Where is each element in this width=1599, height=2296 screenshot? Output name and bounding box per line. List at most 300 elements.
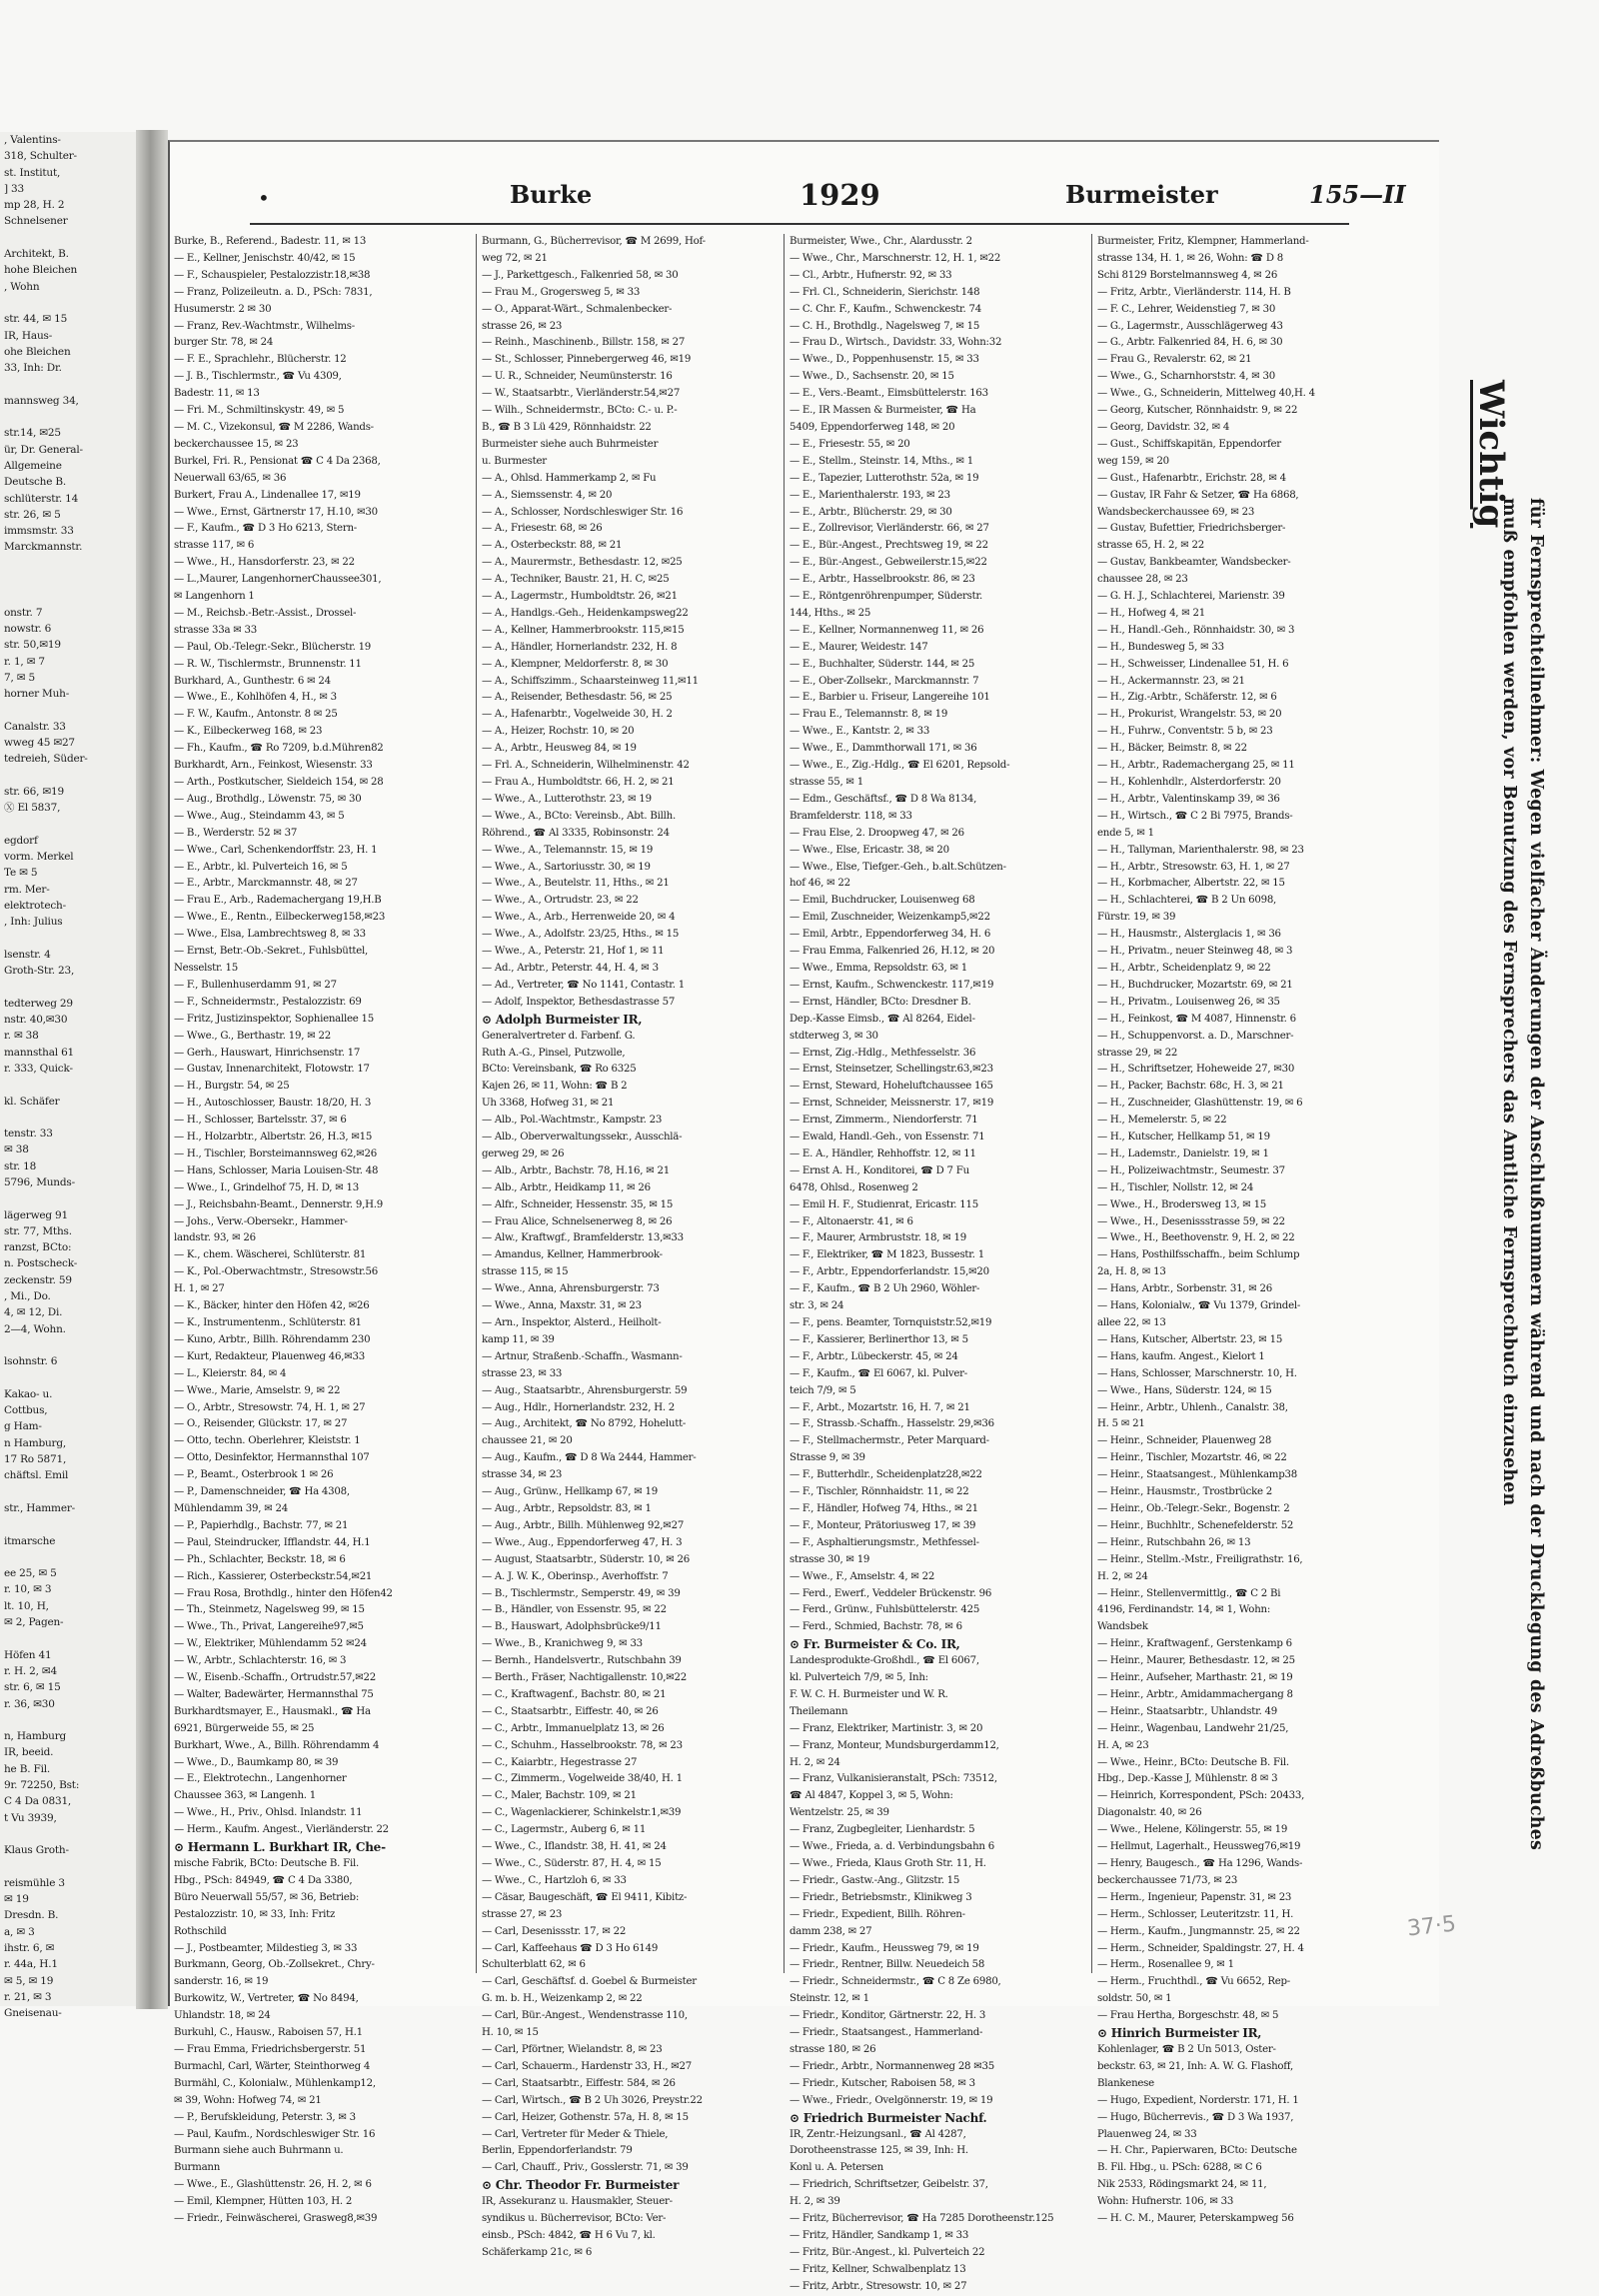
directory-entry-line: 6478, Ohlsd., Rosenweg 2 — [790, 1181, 918, 1193]
directory-entry-line: strasse 29, ✉ 22 — [1097, 1047, 1178, 1059]
previous-page-line: schlüterstr. 14 — [4, 492, 79, 505]
directory-entry-line: — Emil H. F., Studienrat, Ericastr. 115 — [790, 1198, 978, 1210]
directory-entry-line: — Wwe., Chr., Marschnerstr. 12, H. 1, ✉22 — [790, 252, 1001, 264]
directory-page — [168, 140, 1439, 2292]
directory-entry-line: — Ferd., Ewerf., Veddeler Brückenstr. 96 — [790, 1587, 992, 1599]
directory-entry-line: ✉ 39, Wohn: Hofweg 74, ✉ 21 — [174, 2094, 322, 2106]
directory-entry-line: — H., Hausmstr., Alsterglacis 1, ✉ 36 — [1097, 929, 1281, 941]
firm-entry-heading: ⊙ Chr. Theodor Fr. Burmeister — [482, 2178, 680, 2193]
directory-entry-line: — Fritz, Kellner, Schwalbenplatz 13 — [790, 2263, 966, 2275]
directory-entry-line: Fürstr. 19, ✉ 39 — [1097, 912, 1176, 924]
directory-entry-line: Büro Neuerwall 55/57, ✉ 36, Betrieb: — [174, 1891, 360, 1903]
previous-page-line: Allgemeine — [4, 459, 62, 472]
directory-entry-line: G. m. b. H., Weizenkamp 2, ✉ 22 — [482, 1993, 643, 2005]
previous-page-line — [0, 1337, 140, 1353]
previous-page-line — [0, 1712, 140, 1728]
previous-page-line — [0, 588, 140, 604]
directory-entry-line: Husumerstr. 2 ✉ 30 — [174, 303, 272, 315]
directory-entry-line: — Wwe., E., Kohlhöfen 4, H., ✉ 3 — [174, 692, 337, 704]
directory-entry-line: — W., Staatsarbtr., Vierländerstr.54,✉27 — [482, 388, 681, 400]
directory-entry-line: — Wwe., H., Brodersweg 13, ✉ 15 — [1097, 1198, 1267, 1210]
directory-entry-line: landstr. 93, ✉ 26 — [174, 1232, 256, 1244]
directory-entry-line: IR, Assekuranz u. Hausmakler, Steuer- — [482, 2196, 673, 2208]
directory-entry-line: — Kurt, Redakteur, Plauenweg 46,✉33 — [174, 1350, 365, 1362]
directory-entry-line: — Friedr., Expedient, Billh. Röhren- — [790, 1908, 965, 1920]
directory-entry-line: — Wwe., G., Schneiderin, Mittelweg 40,H. 4 — [1097, 388, 1315, 400]
directory-entry-line: — Friedr., Feinwäscherei, Grasweg8,✉39 — [174, 2213, 378, 2225]
directory-entry-line: — Friedr., Arbtr., Normannenweg 28 ✉35 — [790, 2060, 995, 2072]
directory-entry-line: — O., Reisender, Glückstr. 17, ✉ 27 — [174, 1418, 348, 1430]
directory-entry-line: — A., Schlosser, Nordschleswiger Str. 16 — [482, 506, 684, 518]
directory-column-3 — [790, 234, 1085, 2296]
directory-entry-line: — Frau G., Revalerstr. 62, ✉ 21 — [1097, 354, 1252, 366]
directory-entry-line: — Ferd., Schmied, Bachstr. 78, ✉ 6 — [790, 1621, 962, 1633]
previous-page-line: str. 44, ✉ 15 — [4, 313, 68, 326]
directory-entry-line: — Frau Else, 2. Droopweg 47, ✉ 26 — [790, 827, 964, 839]
directory-entry-line: — Ernst A. H., Konditorei, ☎ D 7 Fu — [790, 1164, 969, 1176]
directory-entry-line: — A., Friesestr. 68, ✉ 26 — [482, 523, 603, 535]
directory-entry-line: — E., Elektrotechn., Langenhorner — [174, 1773, 347, 1785]
directory-entry-line: — Heinrich, Korrespondent, PSch: 20433, — [1097, 1790, 1305, 1802]
previous-page-line: Groth-Str. 23, — [4, 965, 75, 978]
directory-entry-line: — Franz, Zugbegleiter, Lienhardstr. 5 — [790, 1824, 975, 1836]
directory-entry-line: — U. R., Schneider, Neumünsterstr. 16 — [482, 371, 673, 383]
directory-entry-line: Wandsbek — [1097, 1621, 1148, 1633]
directory-entry-line: — G. H. J., Schlachterei, Marienstr. 39 — [1097, 591, 1285, 603]
directory-entry-line: — Wwe., D., Sachsenstr. 20, ✉ 15 — [790, 371, 954, 383]
directory-entry-line: — Wwe., D., Baumkamp 80, ✉ 39 — [174, 1756, 339, 1768]
previous-page-line — [0, 230, 140, 246]
directory-entry-line: — H., Tischler, Borsteimannsweg 62,✉26 — [174, 1148, 377, 1159]
directory-entry-line: — Wwe., Hans, Süderstr. 124, ✉ 15 — [1097, 1384, 1272, 1396]
directory-entry-line: — Ernst, Steinsetzer, Schellingstr.63,✉23 — [790, 1064, 993, 1076]
directory-entry-line: — Hans, kaufm. Angest., Kielort 1 — [1097, 1350, 1265, 1362]
directory-entry-line: — Georg, Kutscher, Rönnhaidstr. 9, ✉ 22 — [1097, 405, 1298, 417]
directory-entry-line: — W., Elektriker, Mühlendamm 52 ✉24 — [174, 1638, 367, 1650]
directory-entry-line: — Gustav, IR Fahr & Setzer, ☎ Ha 6868, — [1097, 489, 1299, 501]
directory-entry-line: — F., Stellmachermstr., Peter Marquard- — [790, 1435, 989, 1447]
directory-entry-line: Rothschild — [174, 1925, 227, 1937]
directory-entry-line: — H., Bäcker, Beimstr. 8, ✉ 22 — [1097, 743, 1247, 755]
directory-entry-line: — Wwe., A., Ortrudstr. 23, ✉ 22 — [482, 895, 639, 907]
previous-page-line — [0, 1630, 140, 1646]
directory-entry-line: — Carl, Bür.-Angest., Wendenstrasse 110, — [482, 2010, 688, 2022]
directory-entry-line: — Wwe., Anna, Ahrensburgerstr. 73 — [482, 1283, 660, 1295]
directory-entry-line: — C. H., Brothdlg., Nagelsweg 7, ✉ 15 — [790, 320, 980, 332]
previous-page-line — [0, 816, 140, 832]
directory-entry-line: Burkhart, Wwe., A., Billh. Röhrendamm 4 — [174, 1739, 380, 1751]
directory-entry-line: — Wwe., E., Glashüttenstr. 26, H. 2, ✉ 6 — [174, 2179, 372, 2191]
directory-entry-line: — Ernst, Kaufm., Schwenckestr. 117,✉19 — [790, 979, 994, 991]
previous-page-line: hohe Bleichen — [4, 264, 78, 277]
directory-entry-line: weg 72, ✉ 21 — [482, 252, 548, 264]
directory-entry-line: — Ernst, Zig.-Hdlg., Methfesselstr. 36 — [790, 1047, 976, 1059]
directory-entry-line: — Emil, Zuschneider, Weizenkamp5,✉22 — [790, 912, 990, 924]
directory-entry-line: — Heinr., Staatsarbtr., Uhlandstr. 49 — [1097, 1705, 1278, 1717]
previous-page-line: rm. Mer- — [4, 883, 50, 896]
previous-page-line: ✉ 5, ✉ 19 — [4, 1974, 54, 1987]
directory-entry-line: — E., Friesestr. 55, ✉ 20 — [790, 438, 910, 450]
previous-page-line: ] 33 — [4, 182, 24, 195]
directory-entry-line: — Carl, Pförtner, Wielandstr. 8, ✉ 23 — [482, 2043, 663, 2055]
previous-page-line: , Valentins- — [4, 134, 61, 146]
directory-entry-line: — H., Polizeiwachtmstr., Seumestr. 37 — [1097, 1164, 1285, 1176]
directory-entry-line: — A., Händler, Hornerlandstr. 232, H. 8 — [482, 641, 678, 653]
directory-entry-line: Landesprodukte-Großhdl., ☎ El 6067, — [790, 1655, 979, 1667]
directory-entry-line: — Carl, Desenissstr. 17, ✉ 22 — [482, 1925, 627, 1937]
directory-entry-line: — Ernst, Steward, Hoheluftchaussee 165 — [790, 1081, 993, 1093]
previous-page-line: Höfen 41 — [4, 1648, 52, 1661]
directory-entry-line: Burke, B., Referend., Badestr. 11, ✉ 13 — [174, 236, 367, 247]
directory-entry-line: — Frau A., Humboldtstr. 66, H. 2, ✉ 21 — [482, 777, 675, 788]
directory-entry-line: kl. Pulverteich 7/9, ✉ 5, Inh: — [790, 1672, 928, 1684]
directory-entry-line: — F., Strassb.-Schaffn., Hasselstr. 29,✉36 — [790, 1418, 994, 1430]
directory-entry-line: ☎ Al 4847, Koppel 3, ✉ 5, Wohn: — [790, 1790, 953, 1802]
previous-page-line: 17 Ro 5871, — [4, 1453, 67, 1466]
previous-page-line: vorm. Merkel — [4, 851, 74, 864]
directory-entry-line: — Gust., Schiffskapitän, Eppendorfer — [1097, 438, 1281, 450]
directory-entry-line: — E., Arbtr., Hasselbrookstr. 86, ✉ 23 — [790, 574, 975, 586]
previous-page-line: a, ✉ 3 — [4, 1925, 35, 1938]
previous-page-line: , Wohn — [4, 280, 40, 293]
directory-entry-line: — August, Staatsarbtr., Süderstr. 10, ✉ 26 — [482, 1553, 690, 1565]
directory-entry-line: — A., Lagermstr., Humboldtstr. 26, ✉21 — [482, 591, 678, 603]
directory-entry-line: — H., Tischler, Nollstr. 12, ✉ 24 — [1097, 1181, 1254, 1193]
directory-entry-line: — Carl, Chauff., Priv., Gosslerstr. 71, ✉ 39 — [482, 2162, 689, 2174]
directory-entry-line: Burmachl, Carl, Wärter, Steinthorweg 4 — [174, 2060, 371, 2072]
previous-page-line: str. 77, Mths. — [4, 1224, 72, 1237]
directory-entry-line: — Gust., Hafenarbtr., Erichstr. 28, ✉ 4 — [1097, 472, 1286, 484]
directory-entry-line: — Wilh., Schneidermstr., BCto: C.- u. P.- — [482, 405, 678, 417]
previous-page-line: str. 26, ✉ 5 — [4, 508, 61, 521]
previous-page-line: ✉ 2, Pagen- — [4, 1616, 64, 1629]
directory-entry-line: — Paul, Kaufm., Nordschleswiger Str. 16 — [174, 2128, 376, 2140]
directory-entry-line: — F., Kassierer, Berlinerthor 13, ✉ 5 — [790, 1333, 968, 1345]
directory-entry-line: BCto: Vereinsbank, ☎ Ro 6325 — [482, 1064, 637, 1076]
directory-entry-line: Strasse 9, ✉ 39 — [790, 1452, 865, 1464]
previous-page-line: ihstr. 6, ✉ — [4, 1941, 55, 1954]
directory-entry-line: — Ad., Vertreter, ☎ No 1141, Contastr. 1 — [482, 979, 685, 991]
directory-entry-line: — Frau D., Wirtsch., Davidstr. 33, Wohn:32 — [790, 337, 1002, 349]
previous-page-line: Cottbus, — [4, 1404, 48, 1417]
directory-entry-line: — Franz, Rev.-Wachtmstr., Wilhelms- — [174, 320, 355, 332]
directory-entry-line: — Fri. M., Schmiltinskystr. 49, ✉ 5 — [174, 405, 345, 417]
directory-entry-line: Burmann — [174, 2162, 221, 2174]
directory-entry-line: — H., Schweisser, Lindenallee 51, H. 6 — [1097, 658, 1289, 670]
directory-entry-line: — E., Arbtr., kl. Pulverteich 16, ✉ 5 — [174, 861, 348, 873]
directory-entry-line: — Herm., Schlosser, Leuteritzstr. 11, H. — [1097, 1908, 1294, 1920]
notice-title: Wichtig — [1471, 380, 1511, 529]
directory-entry-line: — Friedr., Kutscher, Raboisen 58, ✉ 3 — [790, 2077, 975, 2089]
directory-entry-line: — Wwe., A., Lutterothstr. 23, ✉ 19 — [482, 793, 652, 805]
directory-entry-line: — Wwe., H., Beethovenstr. 9, H. 2, ✉ 22 — [1097, 1232, 1295, 1244]
directory-entry-line: — H., Privatm., Louisenweg 26, ✉ 35 — [1097, 996, 1280, 1008]
directory-entry-line: — P., Papierhdlg., Bachstr. 77, ✉ 21 — [174, 1519, 349, 1531]
directory-entry-line: — Wwe., E., Zig.-Hdlg., ☎ El 6201, Repsold- — [790, 760, 1010, 772]
directory-entry-line: — Frau Alice, Schnelsenerweg 8, ✉ 26 — [482, 1215, 673, 1227]
previous-page-line: , Inh: Julius — [4, 916, 63, 929]
directory-entry-line: — K., Bäcker, hinter den Höfen 42, ✉26 — [174, 1300, 370, 1312]
previous-page-line: egdorf — [4, 834, 38, 847]
previous-page-line: r. H. 2, ✉4 — [4, 1664, 58, 1677]
directory-entry-line: — Herm., Schneider, Spaldingstr. 27, H. 4 — [1097, 1942, 1304, 1954]
directory-entry-line: — E., Arbtr., Marckmannstr. 48, ✉ 27 — [174, 878, 358, 890]
directory-entry-line: — Wwe., A., Arb., Herrenweide 20, ✉ 4 — [482, 912, 676, 924]
directory-entry-line: ✉ Langenhorn 1 — [174, 591, 255, 603]
directory-entry-line: ende 5, ✉ 1 — [1097, 827, 1154, 839]
directory-entry-line: — Rich., Kassierer, Osterbeckstr.54,✉21 — [174, 1570, 373, 1582]
directory-entry-line: — Alfr., Schneider, Hessenstr. 35, ✉ 15 — [482, 1198, 674, 1210]
directory-entry-line: gerweg 29, ✉ 26 — [482, 1148, 565, 1159]
directory-entry-line: — Frau Rosa, Brothdlg., hinter den Höfen42 — [174, 1587, 393, 1599]
previous-page-line: t Vu 3939, — [4, 1811, 57, 1824]
previous-page-line: 4, ✉ 12, Di. — [4, 1306, 63, 1319]
directory-entry-line: stdterweg 3, ✉ 30 — [790, 1030, 878, 1042]
directory-entry-line: strasse 115, ✉ 15 — [482, 1266, 569, 1278]
directory-entry-line: — Wwe., F., Amselstr. 4, ✉ 22 — [790, 1570, 935, 1582]
directory-entry-line: — H., Wirtsch., ☎ C 2 Bi 7975, Brands- — [1097, 810, 1293, 822]
directory-entry-line: — Fritz, Justizinspektor, Sophienallee 15 — [174, 1013, 375, 1025]
previous-page-line: g Ham- — [4, 1420, 42, 1433]
directory-entry-line: — K., chem. Wäscherei, Schlüterstr. 81 — [174, 1249, 367, 1261]
directory-entry-line: — Adolf, Inspektor, Bethesdastrasse 57 — [482, 996, 676, 1008]
directory-entry-line: — F., Schneidermstr., Pestalozzistr. 69 — [174, 996, 362, 1008]
directory-entry-line: burger Str. 78, ✉ 24 — [174, 337, 274, 349]
directory-entry-line: — Wwe., Marie, Amselstr. 9, ✉ 22 — [174, 1384, 341, 1396]
directory-entry-line: — P., Beamt., Osterbrook 1 ✉ 26 — [174, 1469, 334, 1481]
header-year: 1929 — [800, 178, 880, 212]
directory-entry-line: 5409, Eppendorferweg 148, ✉ 20 — [790, 421, 955, 433]
previous-page-line: 33, Inh: Dr. — [4, 362, 62, 375]
directory-entry-line: — A., Ohlsd. Hammerkamp 2, ✉ Fu — [482, 472, 657, 484]
previous-page-line: ✉ 38 — [4, 1144, 29, 1156]
directory-entry-line: — C., Schuhm., Hasselbrookstr. 78, ✉ 23 — [482, 1739, 683, 1751]
directory-entry-line: — F., Arbtr., Eppendorferlandstr. 15,✉20 — [790, 1266, 989, 1278]
directory-entry-line: — Wwe., Emma, Repsoldstr. 63, ✉ 1 — [790, 962, 968, 974]
directory-entry-line: — B., Händler, von Essenstr. 95, ✉ 22 — [482, 1604, 667, 1616]
directory-entry-line: Schäferkamp 21c, ✉ 6 — [482, 2246, 593, 2258]
directory-entry-line: — Georg, Davidstr. 32, ✉ 4 — [1097, 421, 1230, 433]
previous-page-line: str. 66, ✉19 — [4, 785, 64, 798]
previous-page-line: Gneisenau- — [4, 2007, 62, 2020]
directory-entry-line: — Heinr., Aufseher, Marthastr. 21, ✉ 19 — [1097, 1672, 1293, 1684]
directory-entry-line: — H., Kohlenhdlr., Alsterdorferstr. 20 — [1097, 777, 1281, 788]
directory-entry-line: — Frau M., Grogersweg 5, ✉ 33 — [482, 286, 641, 298]
directory-entry-line: — A., Osterbeckstr. 88, ✉ 21 — [482, 540, 623, 552]
directory-entry-line: Burmann siehe auch Buhrmann u. — [174, 2145, 344, 2157]
directory-entry-line: — Cl., Arbtr., Hufnerstr. 92, ✉ 33 — [790, 269, 952, 281]
directory-entry-line: Bramfelderstr. 118, ✉ 33 — [790, 810, 912, 822]
directory-entry-line: B. Fil. Hbg., u. PSch: 6288, ✉ C 6 — [1097, 2162, 1262, 2174]
directory-entry-line: strasse 134, H. 1, ✉ 26, Wohn: ☎ D 8 — [1097, 252, 1283, 264]
directory-entry-line: — Paul, Steindrucker, Ifflandstr. 44, H.1 — [174, 1536, 371, 1548]
directory-entry-line: Chaussee 363, ✉ Langenh. 1 — [174, 1790, 316, 1802]
previous-page-text — [0, 132, 140, 2021]
directory-entry-line: — E., Zollrevisor, Vierländerstr. 66, ✉ 27 — [790, 523, 989, 535]
directory-entry-line: — F. C., Lehrer, Weidenstieg 7, ✉ 30 — [1097, 303, 1276, 315]
directory-entry-line: — Carl, Geschäftsf. d. Goebel & Burmeister — [482, 1976, 697, 1988]
directory-entry-line: Mühlendamm 39, ✉ 24 — [174, 1502, 288, 1514]
directory-entry-line: Uh 3368, Hofweg 31, ✉ 21 — [482, 1098, 615, 1110]
previous-page-line: zeckenstr. 59 — [4, 1273, 72, 1286]
previous-page-line: , Mi., Do. — [4, 1290, 51, 1303]
directory-entry-line: H. 2, ✉ 24 — [1097, 1570, 1148, 1582]
directory-entry-line: — Gustav, Bankbeamter, Wandsbecker- — [1097, 557, 1291, 569]
directory-entry-line: — H., Zig.-Arbtr., Schäferstr. 12, ✉ 6 — [1097, 692, 1277, 704]
directory-entry-line: — Friedrich, Schriftsetzer, Geibelstr. 37, — [790, 2179, 988, 2191]
directory-entry-line: Röhrend., ☎ Al 3335, Robinsonstr. 24 — [482, 827, 670, 839]
directory-entry-line: Burmeister, Wwe., Chr., Alardusstr. 2 — [790, 236, 972, 247]
directory-entry-line: Diagonalstr. 40, ✉ 26 — [1097, 1807, 1202, 1819]
directory-entry-line: — Wwe., E., Dammthorwall 171, ✉ 36 — [790, 743, 977, 755]
directory-entry-line: — A., Klempner, Meldorferstr. 8, ✉ 30 — [482, 658, 669, 670]
previous-page-line — [0, 1077, 140, 1093]
directory-entry-line: Wohn: Hufnerstr. 106, ✉ 33 — [1097, 2196, 1234, 2208]
header-rule — [250, 223, 1349, 225]
directory-entry-line: strasse 55, ✉ 1 — [790, 777, 863, 788]
directory-entry-line: 2a, H. 8, ✉ 13 — [1097, 1266, 1166, 1278]
previous-page-line: itmarsche — [4, 1534, 56, 1547]
directory-entry-line: — Frau E., Telemannstr. 8, ✉ 19 — [790, 709, 948, 721]
previous-page-line: reismühle 3 — [4, 1876, 65, 1889]
directory-entry-line: — Ernst, Schneider, Meissnerstr. 17, ✉19 — [790, 1098, 994, 1110]
directory-entry-line: — Herm., Kaufm. Angest., Vierländerstr. 22 — [174, 1824, 389, 1836]
directory-entry-line: Generalvertreter d. Farbenf. G. — [482, 1030, 636, 1042]
directory-entry-line: — Emil, Klempner, Hütten 103, H. 2 — [174, 2196, 353, 2208]
directory-entry-line: — Hugo, Expedient, Norderstr. 171, H. 1 — [1097, 2094, 1299, 2106]
previous-page-line — [0, 1370, 140, 1386]
directory-entry-line: — Wwe., Aug., Eppendorferweg 47, H. 3 — [482, 1536, 683, 1548]
directory-entry-line: — Fritz, Bücherrevisor, ☎ Ha 7285 Dorotheenstr.125 — [790, 2213, 1054, 2225]
directory-entry-line: Burkhardt, Arn., Feinkost, Wiesenstr. 33 — [174, 760, 373, 772]
directory-entry-line: — Wwe., Else, Tiefger.-Geh., b.alt.Schützen- — [790, 861, 1006, 873]
directory-entry-line: IR, Zentr.-Heizungsanl., ☎ Al 4287, — [790, 2128, 966, 2140]
directory-entry-line: Steinstr. 12, ✉ 1 — [790, 1993, 869, 2005]
directory-entry-line: — H., Buchdrucker, Mozartstr. 69, ✉ 21 — [1097, 979, 1293, 991]
directory-entry-line: kamp 11, ✉ 39 — [482, 1333, 555, 1345]
directory-entry-line: — Wwe., H., Priv., Ohlsd. Inlandstr. 11 — [174, 1807, 363, 1819]
directory-entry-line: strasse 180, ✉ 26 — [790, 2043, 876, 2055]
directory-entry-line: — C., Kaiarbtr., Hegestrasse 27 — [482, 1756, 638, 1768]
directory-entry-line: soldstr. 50, ✉ 1 — [1097, 1993, 1172, 2005]
directory-entry-line: — Frau E., Arb., Rademachergang 19,H.B — [174, 895, 382, 907]
directory-entry-line: — A., Arbtr., Heusweg 84, ✉ 19 — [482, 743, 637, 755]
directory-entry-line: 144, Hths., ✉ 25 — [790, 607, 871, 619]
directory-entry-line: — B., Hauswart, Adolphsbrücke9/11 — [482, 1621, 662, 1633]
previous-page-line: r. 44a, H.1 — [4, 1958, 58, 1971]
directory-entry-line: — K., Eilbeckerweg 168, ✉ 23 — [174, 726, 323, 738]
directory-entry-line: H. 5 ✉ 21 — [1097, 1418, 1145, 1430]
directory-entry-line: einsb., PSch: 4842, ☎ H 6 Vu 7, kl. — [482, 2229, 656, 2241]
directory-entry-line: — E., Tapezier, Lutterothstr. 52a, ✉ 19 — [790, 472, 979, 484]
directory-entry-line: — F., Maurer, Armbruststr. 18, ✉ 19 — [790, 1232, 966, 1244]
directory-entry-line: — F., Händler, Hofweg 74, Hths., ✉ 21 — [790, 1502, 978, 1514]
directory-entry-line: Neuerwall 63/65, ✉ 36 — [174, 472, 287, 484]
directory-entry-line: — J., Reichsbahn-Beamt., Dennerstr. 9,H.9 — [174, 1198, 383, 1210]
directory-entry-line: strasse 34, ✉ 23 — [482, 1469, 563, 1481]
directory-entry-line: — A. J. W. K., Oberinsp., Averhoffstr. 7 — [482, 1570, 669, 1582]
directory-entry-line: B., ☎ B 3 Lü 429, Rönnhaidstr. 22 — [482, 421, 652, 433]
directory-entry-line: Schi 8129 Borstelmannsweg 4, ✉ 26 — [1097, 269, 1278, 281]
directory-entry-line: — E., Ober-Zollsekr., Marckmannstr. 7 — [790, 675, 979, 687]
directory-entry-line: — Heinr., Wagenbau, Landwehr 21/25, — [1097, 1722, 1289, 1734]
header-first-name: Burke — [510, 180, 593, 209]
previous-page-line: lsenstr. 4 — [4, 948, 51, 961]
previous-page-line: n, Hamburg — [4, 1730, 67, 1743]
directory-entry-line: — H., Arbtr., Valentinskamp 39, ✉ 36 — [1097, 793, 1280, 805]
directory-entry-line: — A., Siemssenstr. 4, ✉ 20 — [482, 489, 613, 501]
directory-entry-line: — Otto, techn. Oberlehrer, Kleiststr. 1 — [174, 1435, 361, 1447]
directory-entry-line: — Wwe., Frieda, Klaus Groth Str. 11, H. — [790, 1858, 986, 1869]
directory-entry-line: — Fritz, Arbtr., Vierländerstr. 114, H. B — [1097, 286, 1291, 298]
directory-entry-line: — Amandus, Kellner, Hammerbrook- — [482, 1249, 663, 1261]
directory-entry-line: — Kuno, Arbtr., Billh. Röhrendamm 230 — [174, 1333, 371, 1345]
directory-entry-line: — Wwe., D., Poppenhusenstr. 15, ✉ 33 — [790, 354, 979, 366]
directory-entry-line: — Ph., Schlachter, Beckstr. 18, ✉ 6 — [174, 1553, 346, 1565]
directory-entry-line: — Wwe., Else, Ericastr. 38, ✉ 20 — [790, 844, 949, 856]
directory-entry-line: — C. Chr. F., Kaufm., Schwenckestr. 74 — [790, 303, 981, 315]
directory-entry-line: — H., Zuschneider, Glashüttenstr. 19, ✉ 6 — [1097, 1098, 1303, 1110]
directory-entry-line: beckstr. 63, ✉ 21, Inh: A. W. G. Flashoff, — [1097, 2060, 1293, 2072]
previous-page-line: IR, beeid. — [4, 1746, 54, 1759]
directory-entry-line: — H., Handl.-Geh., Rönnhaidstr. 30, ✉ 3 — [1097, 624, 1295, 636]
directory-entry-line: Burmann, G., Bücherrevisor, ☎ M 2699, Hof- — [482, 236, 706, 247]
directory-entry-line: — Aug., Staatsarbtr., Ahrensburgerstr. 59 — [482, 1384, 688, 1396]
directory-entry-line: — F., Arbt., Mozartstr. 16, H. 7, ✉ 21 — [790, 1401, 970, 1413]
previous-page-line: tedreieh, Süder- — [4, 753, 88, 766]
previous-page-line — [0, 295, 140, 311]
directory-entry-line: — Wwe., G., Berthastr. 19, ✉ 22 — [174, 1030, 331, 1042]
directory-entry-line: — Alb., Arbtr., Heidkamp 11, ✉ 26 — [482, 1181, 651, 1193]
directory-entry-line: syndikus u. Bücherrevisor, BCto: Ver- — [482, 2213, 667, 2225]
directory-entry-line: — Wwe., Carl, Schenkendorffstr. 23, H. 1 — [174, 844, 378, 856]
directory-entry-line: — Edm., Geschäftsf., ☎ D 8 Wa 8134, — [790, 793, 977, 805]
directory-entry-line: — H., Korbmacher, Albertstr. 22, ✉ 15 — [1097, 878, 1285, 890]
directory-entry-line: — E., Maurer, Weidestr. 147 — [790, 641, 928, 653]
directory-entry-line: — Wwe., E., Rentn., Eilbeckerweg158,✉23 — [174, 912, 386, 924]
directory-entry-line: — Hans, Posthilfsschaffn., beim Schlump — [1097, 1249, 1300, 1261]
directory-entry-line: — Wwe., Ernst, Gärtnerstr 17, H.10, ✉30 — [174, 506, 378, 518]
directory-entry-line: — Wwe., Heinr., BCto: Deutsche B. Fil. — [1097, 1756, 1289, 1768]
directory-entry-line: — Heinr., Hausmstr., Trostbrücke 2 — [1097, 1486, 1273, 1498]
directory-entry-line: — Wwe., H., Desenissstrasse 59, ✉ 22 — [1097, 1215, 1285, 1227]
previous-page-line: 318, Schulter- — [4, 150, 77, 163]
previous-page-line: r. 21, ✉ 3 — [4, 1990, 52, 2003]
previous-page-line: str. 50,✉19 — [4, 639, 61, 652]
directory-entry-line: — F., Kaufm., ☎ D 3 Ho 6213, Stern- — [174, 523, 357, 535]
directory-entry-line: — F., Butterhdlr., Scheidenplatz28,✉22 — [790, 1469, 982, 1481]
directory-entry-line: — H., Arbtr., Rademachergang 25, ✉ 11 — [1097, 760, 1295, 772]
directory-entry-line: — Gustav, Innenarchitekt, Flotowstr. 17 — [174, 1064, 370, 1076]
directory-entry-line: — F., Kaufm., ☎ B 2 Uh 2960, Wöhler- — [790, 1283, 980, 1295]
directory-entry-line: — Artnur, Straßenb.-Schaffn., Wasmann- — [482, 1350, 683, 1362]
directory-entry-line: — Franz, Elektriker, Martinistr. 3, ✉ 20 — [790, 1722, 983, 1734]
directory-entry-line: teich 7/9, ✉ 5 — [790, 1384, 856, 1396]
firm-entry-heading: ⊙ Hinrich Burmeister IR, — [1097, 2026, 1262, 2041]
previous-page-line: 7, ✉ 5 — [4, 671, 35, 684]
directory-entry-line: strasse 27, ✉ 23 — [482, 1908, 563, 1920]
firm-entry-heading: ⊙ Fr. Burmeister & Co. IR, — [790, 1637, 960, 1652]
previous-page-line: str., Hammer- — [4, 1501, 75, 1514]
directory-entry-line: — St., Schlosser, Pinnebergerweg 46, ✉19 — [482, 354, 692, 366]
directory-entry-line: — Ernst, Betr.-Ob.-Sekret., Fuhlsbüttel, — [174, 946, 369, 958]
directory-entry-line: beckerchaussee 15, ✉ 23 — [174, 438, 299, 450]
directory-entry-line: — H., Packer, Bachstr. 68c, H. 3, ✉ 21 — [1097, 1081, 1284, 1093]
telephone-notice — [1439, 380, 1549, 1909]
directory-entry-line: — Franz, Vulkanisieranstalt, PSch: 73512, — [790, 1773, 997, 1785]
directory-entry-line: — H., Feinkost, ☎ M 4087, Hinnenstr. 6 — [1097, 1013, 1296, 1025]
previous-page-line: 2—4, Wohn. — [4, 1322, 66, 1335]
